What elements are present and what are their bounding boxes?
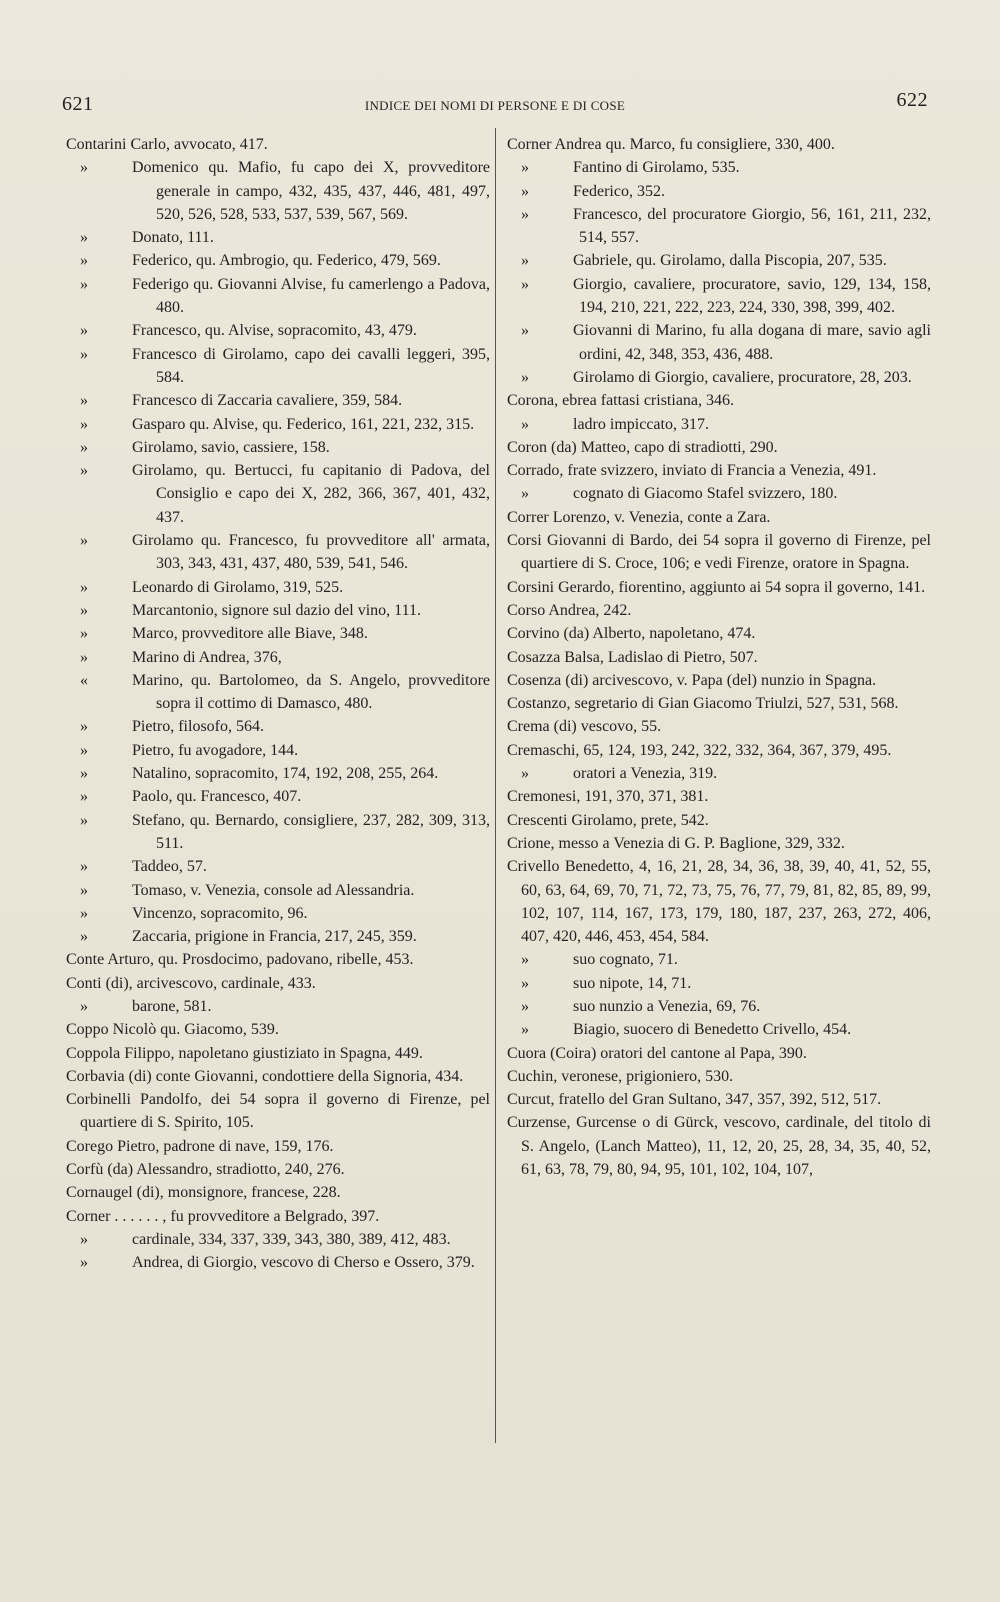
- index-entry-text: Corsi Giovanni di Bardo, dei 54 sopra il governo di Firenze, pel quartiere di S. Croce, 106; e vedi Firenze, oratore in Spagna.: [507, 532, 931, 573]
- index-entry: [66, 599, 490, 622]
- index-entry: [66, 133, 490, 156]
- ditto-mark: »: [80, 252, 88, 270]
- index-entry-text: Girolamo, savio, cassiere, 158.: [132, 438, 330, 456]
- ditto-mark: »: [80, 997, 88, 1015]
- index-entry: [507, 995, 931, 1018]
- index-entry-text: Giovanni di Marino, fu alla dogana di mare, savio agli ordini, 42, 348, 353, 436, 488.: [573, 322, 931, 363]
- page-number-left: 621: [62, 93, 94, 115]
- index-entry: [66, 762, 490, 785]
- index-entry-text: suo cognato, 71.: [573, 951, 678, 969]
- ditto-mark: »: [80, 765, 88, 783]
- index-entry-text: Domenico qu. Mafio, fu capo dei X, provveditore generale in campo, 432, 435, 437, 446, 481, 497, 520, 526, 528, 533, 537, 539, 567, 569.: [132, 159, 490, 223]
- index-entry-text: Fantino di Girolamo, 535.: [573, 159, 740, 177]
- ditto-mark: »: [80, 858, 88, 876]
- index-entry-text: Tomaso, v. Venezia, console ad Alessandria.: [132, 881, 415, 899]
- index-entry-text: Corso Andrea, 242.: [507, 601, 632, 619]
- index-entry: [507, 482, 931, 505]
- index-entry: [66, 1042, 490, 1065]
- index-entry-text: cognato di Giacomo Stafel svizzero, 180.: [573, 485, 838, 503]
- index-entry: [507, 669, 931, 692]
- index-entry: [507, 1065, 931, 1088]
- index-entry-text: suo nipote, 14, 71.: [573, 974, 692, 992]
- index-entry: [507, 692, 931, 715]
- ditto-mark: »: [521, 951, 529, 969]
- ditto-mark: »: [80, 438, 88, 456]
- index-entry: [507, 809, 931, 832]
- index-entry: [66, 995, 490, 1018]
- index-entry-text: ladro impiccato, 317.: [573, 415, 709, 433]
- index-entry: [507, 948, 931, 971]
- index-entry-text: Pietro, fu avogadore, 144.: [132, 741, 299, 759]
- index-entry: [507, 436, 931, 459]
- index-entry-text: Cuora (Coira) oratori del cantone al Papa, 390.: [507, 1044, 807, 1062]
- index-entry: [66, 669, 490, 716]
- index-entry: [66, 879, 490, 902]
- index-column-left: [66, 133, 490, 1275]
- index-entry-text: Marino di Andrea, 376,: [132, 648, 282, 666]
- index-entry: [66, 1135, 490, 1158]
- index-entry-text: Cosazza Balsa, Ladislao di Pietro, 507.: [507, 648, 758, 666]
- index-entry-text: Crescenti Girolamo, prete, 542.: [507, 811, 709, 829]
- index-entry-text: Marcantonio, signore sul dazio del vino, 111.: [132, 601, 421, 619]
- index-entry-text: Federigo qu. Giovanni Alvise, fu camerlengo a Padova, 480.: [132, 275, 490, 317]
- index-entry-text: Conti (di), arcivescovo, cardinale, 433.: [66, 974, 316, 992]
- index-entry-text: Francesco di Zaccaria cavaliere, 359, 584.: [132, 392, 403, 410]
- index-entry: [66, 1181, 490, 1204]
- ditto-mark: »: [521, 252, 529, 270]
- index-entry-text: Natalino, sopracomito, 174, 192, 208, 255, 264.: [132, 765, 439, 783]
- index-entry: [507, 599, 931, 622]
- ditto-mark: »: [80, 648, 88, 666]
- index-entry-text: oratori a Venezia, 319.: [573, 765, 718, 783]
- index-entry: [66, 925, 490, 948]
- index-entry: [507, 622, 931, 645]
- ditto-mark: »: [80, 462, 88, 480]
- index-entry-text: barone, 581.: [132, 997, 212, 1015]
- index-entry: [507, 715, 931, 738]
- index-entry-text: Leonardo di Girolamo, 319, 525.: [132, 578, 344, 596]
- index-entry-text: Curzense, Gurcense o di Gürck, vescovo, cardinale, del titolo di S. Angelo, (Lanch Matteo), 11, 12, 20, 25, 28, 34, 35, 40, 52, 61, 63, 78, 79, 80, 94, 95, 101, 102, 104, 107,: [507, 1114, 931, 1179]
- index-entry: [66, 1251, 490, 1274]
- index-entry: [507, 389, 931, 412]
- index-entry: [507, 785, 931, 808]
- index-entry-text: Giorgio, cavaliere, procuratore, savio, 129, 134, 158, 194, 210, 221, 222, 223, 224, 330, 398, 399, 402.: [573, 275, 931, 317]
- index-entry-text: Federico, qu. Ambrogio, qu. Federico, 479, 569.: [132, 252, 441, 270]
- index-entry: [66, 249, 490, 272]
- ditto-mark: »: [80, 275, 88, 293]
- index-entry: [66, 529, 490, 576]
- index-entry-text: Corner . . . . . . , fu provveditore a Belgrado, 397.: [66, 1207, 380, 1225]
- index-entry-text: Girolamo, qu. Bertucci, fu capitanio di Padova, del Consiglio e capo dei X, 282, 366, 367, 401, 432, 437.: [132, 462, 490, 526]
- index-entry: [66, 436, 490, 459]
- index-entry-text: Conte Arturo, qu. Prosdocimo, padovano, ribelle, 453.: [66, 951, 414, 969]
- index-entry: [507, 1018, 931, 1041]
- index-entry: [66, 855, 490, 878]
- index-entry-text: Curcut, fratello del Gran Sultano, 347, 357, 392, 512, 517.: [507, 1091, 882, 1109]
- index-entry-text: Corego Pietro, padrone di nave, 159, 176.: [66, 1137, 334, 1155]
- ditto-mark: »: [80, 1230, 88, 1248]
- index-entry: [66, 576, 490, 599]
- index-entry-text: Cremaschi, 65, 124, 193, 242, 322, 332, 364, 367, 379, 495.: [507, 741, 892, 759]
- index-entry: [66, 1228, 490, 1251]
- column-divider: [495, 128, 496, 1443]
- ditto-mark: »: [521, 159, 529, 177]
- ditto-mark: »: [80, 322, 88, 340]
- index-entry-text: Crione, messo a Venezia di G. P. Baglione, 329, 332.: [507, 834, 845, 852]
- index-entry: [507, 249, 931, 272]
- index-entry: [66, 273, 490, 320]
- index-entry-text: Federico, 352.: [573, 182, 665, 200]
- ditto-mark: »: [80, 392, 88, 410]
- ditto-mark: »: [80, 345, 88, 363]
- index-entry: [66, 622, 490, 645]
- index-entry: [66, 343, 490, 390]
- index-entry: [507, 156, 931, 179]
- index-entry: [507, 133, 931, 156]
- index-entry: [66, 389, 490, 412]
- index-entry-text: Biagio, suocero di Benedetto Crivello, 454.: [573, 1021, 852, 1039]
- index-entry-text: Crema (di) vescovo, 55.: [507, 718, 662, 736]
- index-entry-text: Stefano, qu. Bernardo, consigliere, 237, 282, 309, 313, 511.: [132, 811, 490, 852]
- index-entry: [66, 646, 490, 669]
- index-entry: [507, 506, 931, 529]
- index-entry-text: Francesco, del procuratore Giorgio, 56, 161, 211, 232, 514, 557.: [573, 205, 931, 247]
- index-entry: [507, 576, 931, 599]
- ditto-mark: »: [80, 229, 88, 247]
- ditto-mark: »: [80, 415, 88, 433]
- index-entry: [66, 1018, 490, 1041]
- index-entry: [66, 1158, 490, 1181]
- index-entry-text: Taddeo, 57.: [132, 858, 207, 876]
- ditto-mark: »: [80, 625, 88, 643]
- index-entry: [66, 902, 490, 925]
- index-entry-text: Crivello Benedetto, 4, 16, 21, 28, 34, 36, 38, 39, 40, 41, 52, 55, 60, 63, 64, 69, 70, 71, 72, 73, 75, 76, 77, 79, 81, 82, 85, 89, 99, 102, 107, 114, 167, 173, 179, 180, 187, 237, 263, 272, 406, 407, 420, 446, 453, 454, 584.: [507, 858, 931, 946]
- index-entry: [66, 1088, 490, 1135]
- ditto-mark: »: [80, 904, 88, 922]
- ditto-mark: »: [521, 974, 529, 992]
- index-entry: [66, 226, 490, 249]
- index-entry-text: Corrado, frate svizzero, inviato di Francia a Venezia, 491.: [507, 462, 877, 480]
- running-header: [62, 89, 928, 117]
- index-entry: [507, 1042, 931, 1065]
- ditto-mark: »: [521, 322, 529, 340]
- index-entry-text: Andrea, di Giorgio, vescovo di Cherso e Ossero, 379.: [132, 1254, 475, 1272]
- ditto-mark: »: [80, 928, 88, 946]
- index-entry-text: Girolamo qu. Francesco, fu provveditore all' armata, 303, 343, 431, 437, 480, 539, 541, 546.: [132, 532, 490, 573]
- index-entry-text: Coron (da) Matteo, capo di stradiotti, 290.: [507, 438, 778, 456]
- index-entry: [507, 413, 931, 436]
- index-entry: [507, 1088, 931, 1111]
- ditto-mark: »: [521, 368, 529, 386]
- index-entry-text: cardinale, 334, 337, 339, 343, 380, 389, 412, 483.: [132, 1230, 451, 1248]
- index-entry-text: Cosenza (di) arcivescovo, v. Papa (del) nunzio in Spagna.: [507, 671, 877, 689]
- ditto-mark: »: [80, 1254, 88, 1272]
- index-entry-text: Cremonesi, 191, 370, 371, 381.: [507, 788, 709, 806]
- ditto-mark: »: [80, 532, 88, 550]
- index-entry: [507, 1111, 931, 1181]
- index-entry-text: Francesco di Girolamo, capo dei cavalli leggeri, 395, 584.: [132, 345, 490, 386]
- ditto-mark: »: [521, 205, 529, 223]
- index-entry-text: Pietro, filosofo, 564.: [132, 718, 264, 736]
- index-entry-text: Corvino (da) Alberto, napoletano, 474.: [507, 625, 756, 643]
- index-entry: [66, 413, 490, 436]
- ditto-mark: «: [80, 671, 88, 689]
- index-entry-text: Gasparo qu. Alvise, qu. Federico, 161, 221, 232, 315.: [132, 415, 475, 433]
- index-entry: [507, 529, 931, 576]
- index-entry-text: Corbavia (di) conte Giovanni, condottiere della Signoria, 434.: [66, 1067, 464, 1085]
- ditto-mark: »: [521, 415, 529, 433]
- index-entry-text: Corfù (da) Alessandro, stradiotto, 240, 276.: [66, 1161, 345, 1179]
- index-entry-text: Marino, qu. Bartolomeo, da S. Angelo, provveditore sopra il cottimo di Damasco, 480.: [132, 671, 490, 713]
- index-entry: [507, 855, 931, 948]
- ditto-mark: »: [80, 159, 88, 177]
- index-entry-text: Corona, ebrea fattasi cristiana, 346.: [507, 392, 735, 410]
- index-entry: [66, 809, 490, 856]
- index-entry: [507, 739, 931, 762]
- ditto-mark: »: [521, 765, 529, 783]
- ditto-mark: »: [80, 718, 88, 736]
- index-entry-text: Gabriele, qu. Girolamo, dalla Piscopia, 207, 535.: [573, 252, 887, 270]
- index-entry-text: Coppola Filippo, napoletano giustiziato in Spagna, 449.: [66, 1044, 423, 1062]
- index-entry: [507, 646, 931, 669]
- index-entry: [66, 972, 490, 995]
- index-entry-text: Cuchin, veronese, prigioniero, 530.: [507, 1067, 734, 1085]
- index-entry-text: Marco, provveditore alle Biave, 348.: [132, 625, 368, 643]
- ditto-mark: »: [521, 485, 529, 503]
- index-entry: [507, 203, 931, 250]
- index-entry: [507, 319, 931, 366]
- index-entry: [507, 459, 931, 482]
- index-entry-text: Donato, 111.: [132, 229, 214, 247]
- running-title: INDICE DEI NOMI DI PERSONE E DI COSE: [364, 98, 626, 113]
- index-entry: [66, 319, 490, 342]
- index-entry-text: Francesco, qu. Alvise, sopracomito, 43, 479.: [132, 322, 417, 340]
- index-entry: [66, 459, 490, 529]
- ditto-mark: »: [80, 788, 88, 806]
- index-entry: [66, 785, 490, 808]
- index-entry-text: Corsini Gerardo, fiorentino, aggiunto ai 54 sopra il governo, 141.: [507, 578, 926, 596]
- index-entry: [507, 832, 931, 855]
- index-entry-text: Paolo, qu. Francesco, 407.: [132, 788, 302, 806]
- index-entry-text: Vincenzo, sopracomito, 96.: [132, 904, 308, 922]
- index-entry-text: Costanzo, segretario di Gian Giacomo Triulzi, 527, 531, 568.: [507, 695, 899, 713]
- index-entry: [66, 1065, 490, 1088]
- index-column-right: [507, 133, 931, 1181]
- index-entry: [507, 972, 931, 995]
- ditto-mark: »: [521, 182, 529, 200]
- index-entry-text: Corbinelli Pandolfo, dei 54 sopra il governo di Firenze, pel quartiere di S. Spirito, 105.: [66, 1091, 490, 1132]
- index-entry-text: Corner Andrea qu. Marco, fu consigliere, 330, 400.: [507, 136, 835, 153]
- ditto-mark: »: [80, 741, 88, 759]
- index-entry: [66, 1205, 490, 1228]
- index-entry: [507, 180, 931, 203]
- ditto-mark: »: [80, 881, 88, 899]
- index-entry: [66, 156, 490, 226]
- index-entry-text: Coppo Nicolò qu. Giacomo, 539.: [66, 1021, 279, 1039]
- ditto-mark: »: [80, 578, 88, 596]
- ditto-mark: »: [521, 997, 529, 1015]
- ditto-mark: »: [521, 275, 529, 293]
- index-entry-text: Girolamo di Giorgio, cavaliere, procuratore, 28, 203.: [573, 368, 912, 386]
- ditto-mark: »: [80, 601, 88, 619]
- index-entry-text: Contarini Carlo, avvocato, 417.: [66, 136, 268, 153]
- index-entry-text: Correr Lorenzo, v. Venezia, conte a Zara.: [507, 508, 771, 526]
- index-entry: [66, 715, 490, 738]
- index-entry: [66, 948, 490, 971]
- index-entry-text: suo nunzio a Venezia, 69, 76.: [573, 997, 761, 1015]
- ditto-mark: »: [80, 811, 88, 829]
- page-number-right: 622: [896, 89, 928, 111]
- index-entry: [507, 273, 931, 320]
- index-entry: [507, 762, 931, 785]
- index-entry: [66, 739, 490, 762]
- index-entry: [507, 366, 931, 389]
- index-entry-text: Zaccaria, prigione in Francia, 217, 245, 359.: [132, 928, 417, 946]
- ditto-mark: »: [521, 1021, 529, 1039]
- index-entry-text: Cornaugel (di), monsignore, francese, 228.: [66, 1184, 341, 1202]
